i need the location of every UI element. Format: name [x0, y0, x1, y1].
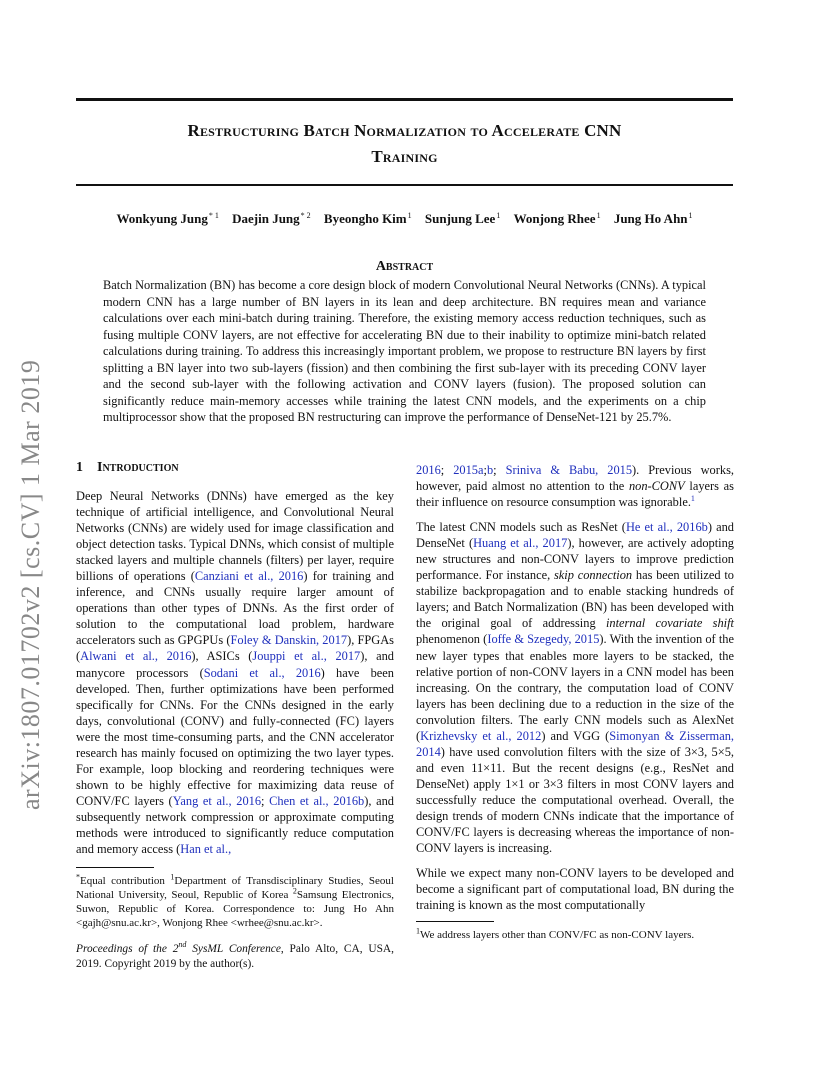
citation-link[interactable]: Simonyan & Zisserman, 2014 [416, 728, 734, 759]
left-column [76, 460, 394, 972]
citation-link[interactable]: b [486, 463, 494, 477]
title-bottom-rule [76, 184, 733, 186]
abstract-heading: Abstract [375, 259, 434, 274]
arxiv-side-stamp: arXiv:1807.01702v2 [cs.CV] 1 Mar 2019 [16, 359, 45, 810]
author-list [76, 211, 733, 227]
citation-link[interactable]: Chen et al., 2016b [269, 793, 365, 808]
author: Byeongho Kim$^1$ [323, 211, 412, 227]
citation-link[interactable]: Jouppi et al., 2017 [252, 649, 361, 664]
citation-link[interactable]: He et al., 2016b [625, 520, 708, 535]
footnote: $^1$We address layers other than CONV/FC as non-CONV layers. [416, 926, 695, 942]
author: Jung Ho Ahn$^1$ [613, 211, 693, 227]
right-column [416, 462, 734, 942]
citation-link[interactable]: Krizhevsky et al., 2012 [420, 728, 542, 743]
citation-link[interactable]: Ioffe & Szegedy, 2015 [487, 632, 600, 647]
body-paragraph: 2016; 2015a;b; Sriniva & Babu, 2015). Previous works, however, paid almost no attention to the non-CONV layers as their influence on resource consumption was ignorable.$^1$ [416, 463, 734, 510]
author: Sunjung Lee$^1$ [424, 211, 501, 227]
author: Wonjong Rhee$^1$ [513, 211, 601, 227]
section-heading [76, 460, 394, 476]
body-paragraph: While we expect many non-CONV layers to be developed and become a significant part of computational load, BN during the training is known as the most computationally [416, 866, 734, 913]
section-title: Introduction [97, 460, 179, 475]
proceedings-note: Proceedings of the 2nd SysML Conference, Palo Alto, CA, USA, 2019. Copyright 2019 by the author(s). [76, 940, 395, 971]
citation-link[interactable]: Han et al., [180, 842, 232, 857]
author: Daejin Jung$^{* 2}$ [232, 211, 311, 227]
citation-link[interactable]: Foley & Danskin, 2017 [230, 633, 348, 648]
intro-paragraph: Deep Neural Networks (DNNs) have emerged as the key technique of artificial intelligence, and Convolutional Neural Networks (CNNs) are widely used for image classification and object detection tasks. Typical DNNs, which consist of multiple stacked layers and multiple channels (filters) per layer, require billions of operations (Canziani et al., 2016) for training and inference, and CNNs usually require larger amount of operations than other types of DNNs. As the first order of solution to the computational load problem, hardware accelerators such as GPGPUs (Foley & Danskin, 2017), FPGAs (Alwani et al., 2016), ASICs (Jouppi et al., 2017), and manycore processors (Sodani et al., 2016) have been developed. Then, further optimizations have been performed specifically for CNNs. For the CNNs designed in the early days, convolutional (CONV) and fully-connected (FC) layers were the most time-consuming parts, and the CNN accelerator research has mainly focused on optimizing the two layer types. For example, loop blocking and reordering techniques were shown to be highly effective for maximizing data reuse of CONV/FC layers (Yang et al., 2016; Chen et al., 2016b), and subsequently network compression or approximate computing methods were introduced to significantly reduce computation and memory access (Han et al., [76, 489, 394, 857]
citation-link[interactable]: 2015a [453, 463, 484, 477]
title-line-1: Restructuring Batch Normalization to Accelerate CNN [187, 121, 622, 140]
citation-link[interactable]: Sriniva & Babu, 2015 [505, 463, 633, 477]
citation-link[interactable]: Canziani et al., 2016 [194, 569, 304, 584]
footnote-marker[interactable]: 1 [690, 493, 695, 503]
section-number: 1 [76, 460, 83, 475]
citation-link[interactable]: Huang et al., 2017 [473, 536, 568, 551]
top-rule [76, 98, 733, 101]
citation-link[interactable]: Sodani et al., 2016 [203, 665, 321, 680]
author: Wonkyung Jung$^{* 1}$ [116, 211, 219, 227]
citation-link[interactable]: Yang et al., 2016 [172, 793, 262, 808]
footnote-rule [416, 921, 494, 922]
citation-link[interactable]: 2016 [416, 463, 441, 477]
paper-title [76, 118, 733, 170]
title-line-2: Training [371, 147, 438, 166]
body-paragraph: The latest CNN models such as ResNet (He et al., 2016b) and DenseNet (Huang et al., 2017), however, are actively adopting new structures and non-CONV layers to improve prediction performance. For instance, skip connection has been utilized to stabilize backpropagation and to enable stacking hundreds of layers; and Batch Normalization (BN) has been developed with the original goal of addressing internal covariate shift phenomenon (Ioffe & Szegedy, 2015). With the invention of the new layer types that enables more layers to be stacked, the relative portion of non-CONV layers in a CNN model has been increasing. On the contrary, the computation load of CONV layers has been declining due to a reduction in the size of the convolution filters. The early CNN models such as AlexNet (Krizhevsky et al., 2012) and VGG (Simonyan & Zisserman, 2014) have used convolution filters with the size of 3×3, 5×5, and even 11×11. But the recent designs (e.g., ResNet and DenseNet) apply 1×1 or 3×3 filters in most CONV layers and successfully reduce the computational overhead. Overall, the design trends of modern CNNs indicate that the importance of CONV/FC layers is decreasing whereas the importance of non-CONV layers is increasing. [416, 520, 734, 856]
affiliation-footnote: *Equal contribution $^1$Department of Transdisciplinary Studies, Seoul National University, Seoul, Republic of Korea $^2$Samsung Electronics, Suwon, Republic of Korea. Correspondence to: Jung Ho Ahn <gajh@snu.ac.kr>, Wonjong Rhee <wrhee@snu.ac.kr>. [76, 872, 394, 930]
footnote-rule [76, 867, 154, 868]
abstract-text: Batch Normalization (BN) has become a core design block of modern Convolutional Neural Networks (CNNs). A typical modern CNN has a large number of BN layers in its lean and deep architecture. BN requires mean and variance calculations over each mini-batch during training. Therefore, the existing memory access reduction techniques, such as fusing multiple CONV layers, are not effective for accelerating BN due to their inability to optimize mini-batch related calculations during training. To address this increasingly important problem, we propose to restructure BN layers by first splitting a BN layer into two sub-layers (fission) and then combining the first sub-layer with its preceding CONV layer and the second sub-layer with the following activation and CONV layers (fusion). The proposed solution can significantly reduce main-memory accesses while training the latest CNN models, and the experiments on a chip multiprocessor show that the proposed BN restructuring can improve the performance of DenseNet-121 by 25.7%. [103, 278, 706, 424]
citation-link[interactable]: Alwani et al., 2016 [80, 649, 192, 664]
